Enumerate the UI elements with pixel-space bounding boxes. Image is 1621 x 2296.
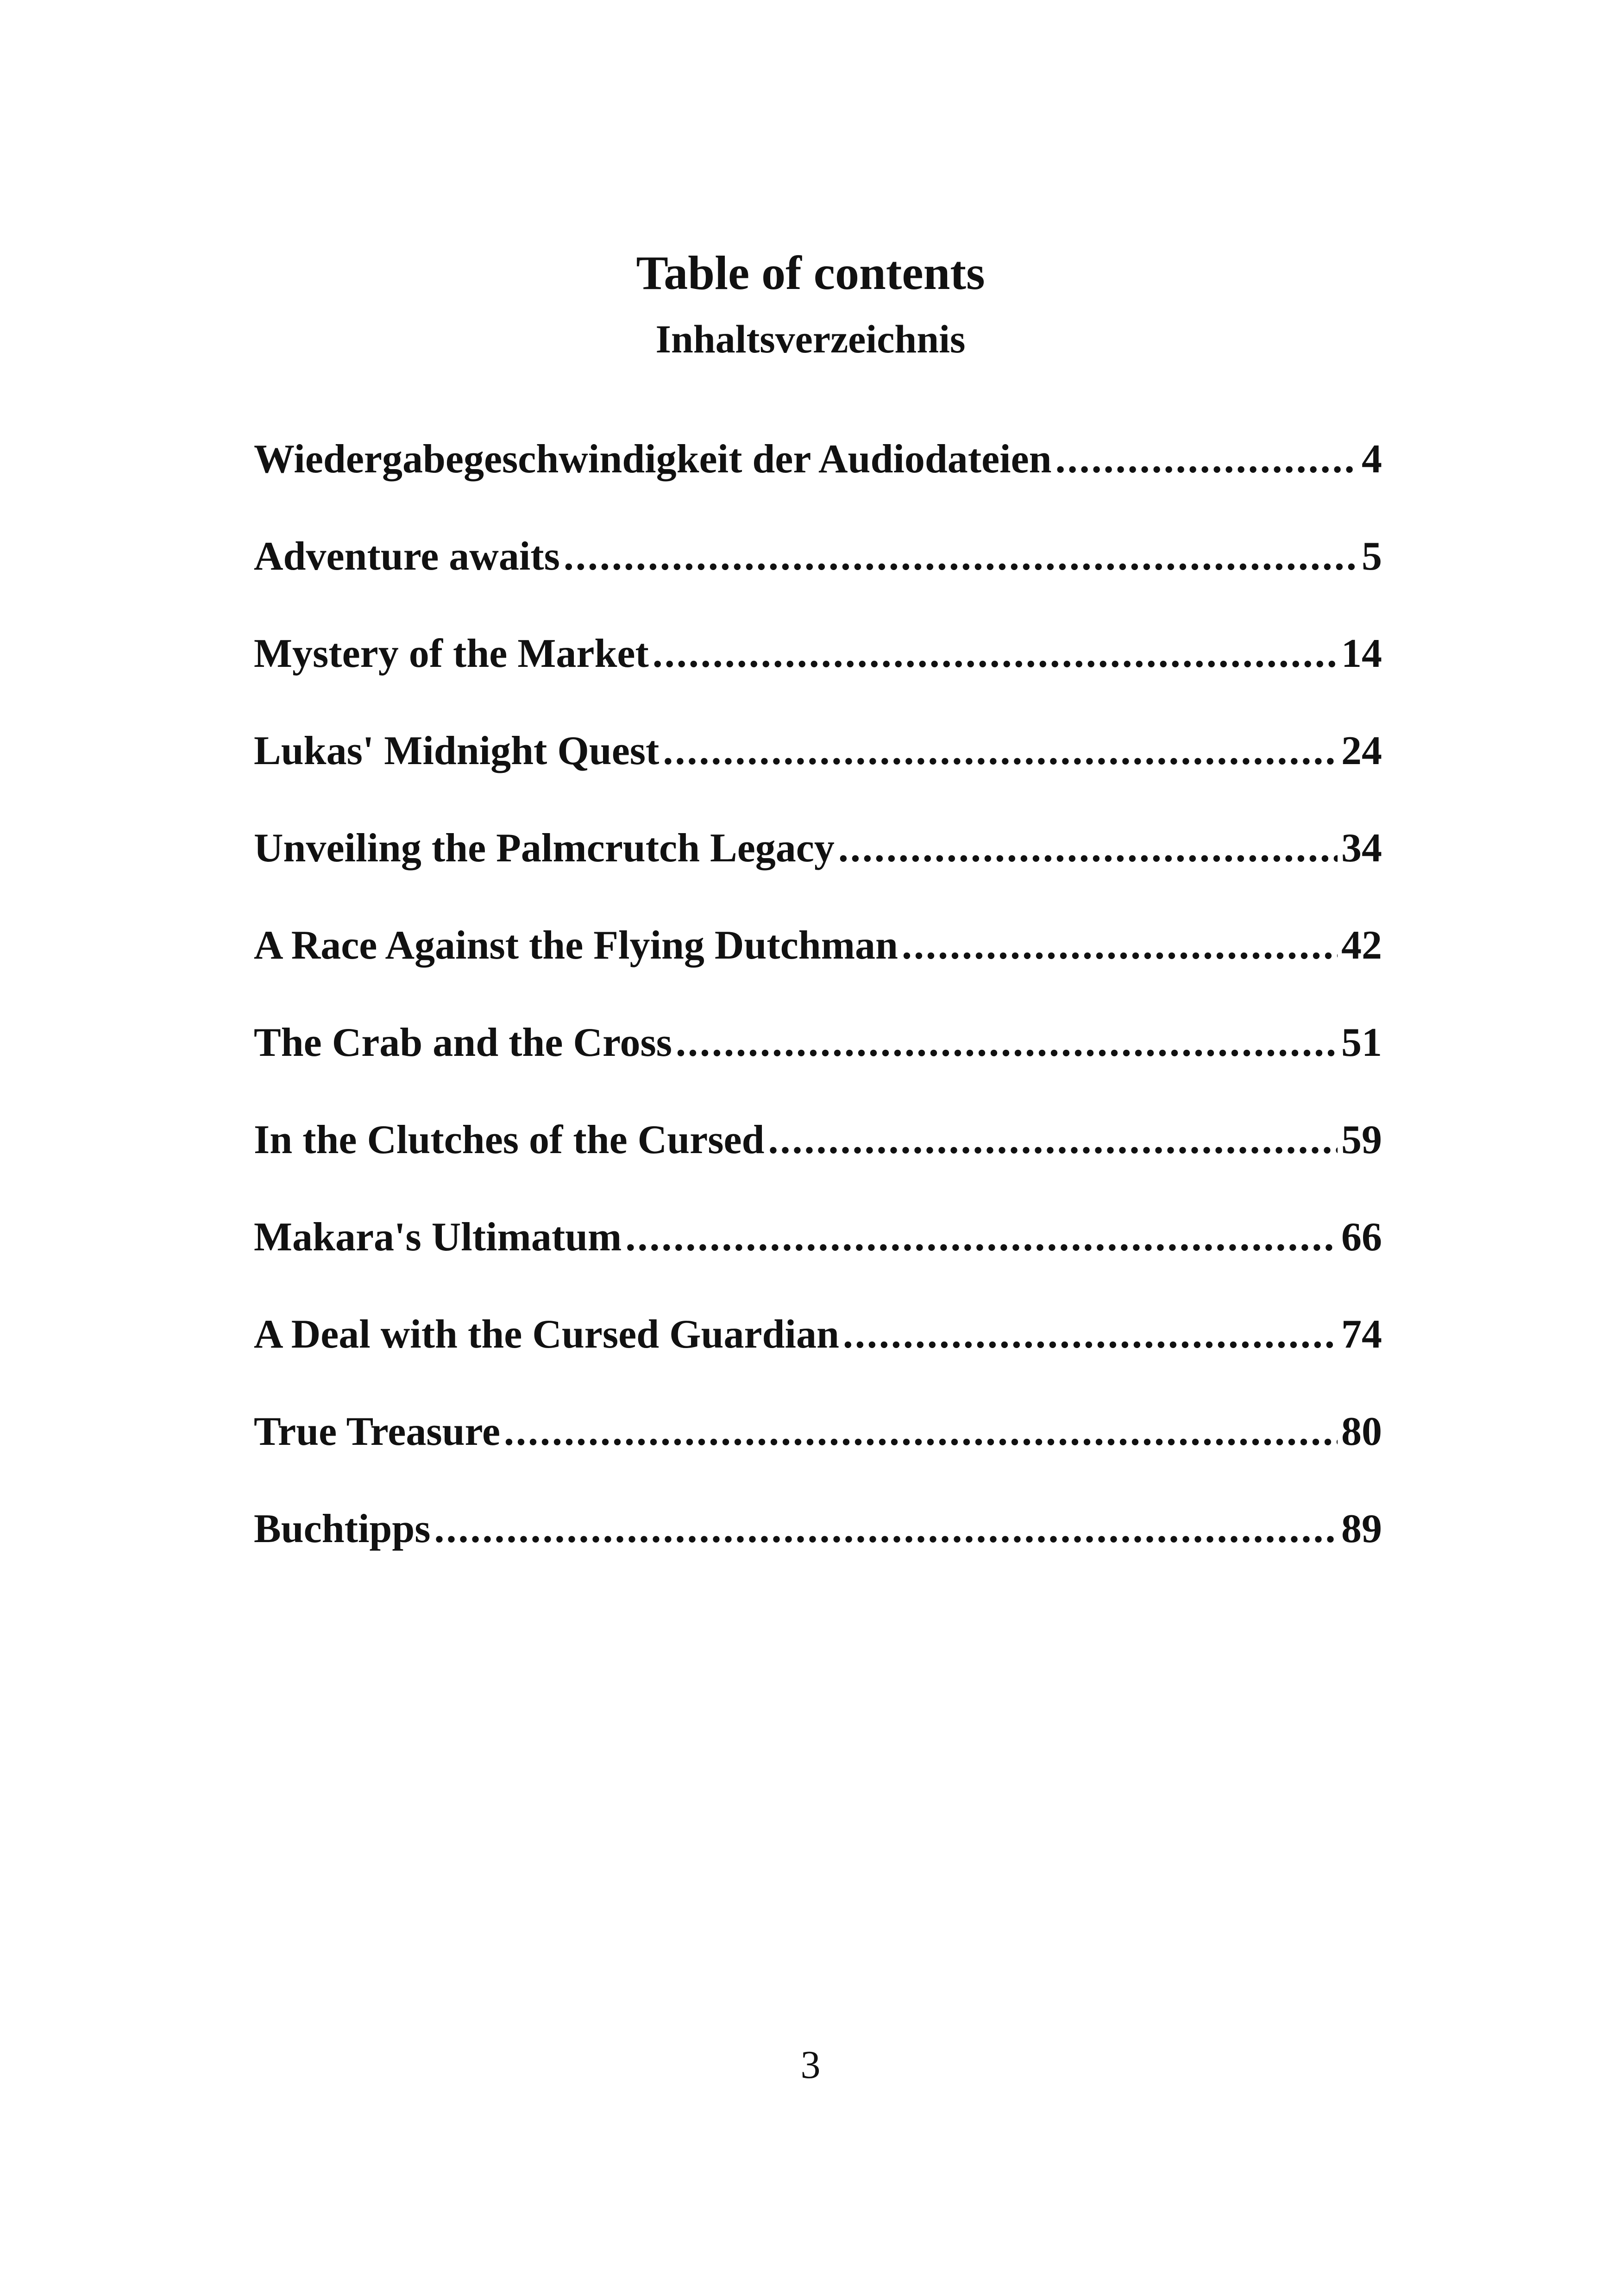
toc-entry-true-treasure[interactable] <box>254 1404 1382 1501</box>
toc-entry-title: The Crab and the Cross <box>254 1020 672 1065</box>
toc-entry-page: 34 <box>1341 826 1382 871</box>
toc-entry-adventure-awaits[interactable] <box>254 529 1382 626</box>
toc-entry-page: 42 <box>1341 923 1382 968</box>
toc-entry-title: Buchtipps <box>254 1506 431 1551</box>
toc-entry-page: 24 <box>1341 728 1382 773</box>
toc-entry-midnight-quest[interactable] <box>254 723 1382 821</box>
toc-entry-page: 4 <box>1362 437 1382 482</box>
toc-dot-leader <box>653 626 1338 682</box>
page-number: 3 <box>800 2042 821 2087</box>
toc-entry-title: Mystery of the Market <box>254 631 649 676</box>
toc-entry-title: True Treasure <box>254 1409 501 1454</box>
toc-entry-flying-dutchman[interactable] <box>254 918 1382 1015</box>
toc-entry-palmcrutch-legacy[interactable] <box>254 821 1382 918</box>
toc-entry-title: Wiedergabegeschwindigkeit der Audiodateien <box>254 437 1052 482</box>
toc-entry-clutches-cursed[interactable] <box>254 1112 1382 1210</box>
toc-dot-leader <box>663 723 1338 779</box>
toc-entry-title: Makara's Ultimatum <box>254 1215 622 1260</box>
toc-entry-title: A Race Against the Flying Dutchman <box>254 923 898 968</box>
toc-entry-makaras-ultimatum[interactable] <box>254 1210 1382 1307</box>
page-title: Table of contents <box>636 246 985 300</box>
toc-entry-page: 59 <box>1341 1117 1382 1162</box>
toc-entry-page: 5 <box>1362 534 1382 579</box>
toc-entry-title: Lukas' Midnight Quest <box>254 728 660 773</box>
toc-entry-audio-speed[interactable] <box>254 432 1382 529</box>
toc-entry-title: In the Clutches of the Cursed <box>254 1117 765 1162</box>
toc-dot-leader <box>843 1307 1338 1362</box>
toc-dot-leader <box>902 918 1338 973</box>
toc-dot-leader <box>838 821 1338 876</box>
toc-entry-page: 51 <box>1341 1020 1382 1065</box>
table-of-contents <box>254 432 1382 1599</box>
toc-entry-page: 74 <box>1341 1312 1382 1357</box>
toc-entry-title: A Deal with the Cursed Guardian <box>254 1312 839 1357</box>
toc-entry-title: Unveiling the Palmcrutch Legacy <box>254 826 835 871</box>
toc-dot-leader <box>676 1015 1338 1071</box>
toc-dot-leader <box>564 529 1358 584</box>
toc-entry-page: 66 <box>1341 1215 1382 1260</box>
toc-entry-page: 89 <box>1341 1506 1382 1551</box>
toc-entry-cursed-guardian[interactable] <box>254 1307 1382 1404</box>
page-subtitle: Inhaltsverzeichnis <box>655 317 966 361</box>
toc-entry-crab-cross[interactable] <box>254 1015 1382 1112</box>
toc-dot-leader <box>625 1210 1338 1265</box>
toc-dot-leader <box>434 1501 1338 1557</box>
toc-entry-buchtipps[interactable] <box>254 1501 1382 1599</box>
toc-entry-mystery-market[interactable] <box>254 626 1382 723</box>
toc-dot-leader <box>1056 432 1358 487</box>
toc-entry-page: 14 <box>1341 631 1382 676</box>
toc-dot-leader <box>504 1404 1338 1460</box>
toc-entry-title: Adventure awaits <box>254 534 560 579</box>
toc-entry-page: 80 <box>1341 1409 1382 1454</box>
toc-dot-leader <box>768 1112 1338 1168</box>
